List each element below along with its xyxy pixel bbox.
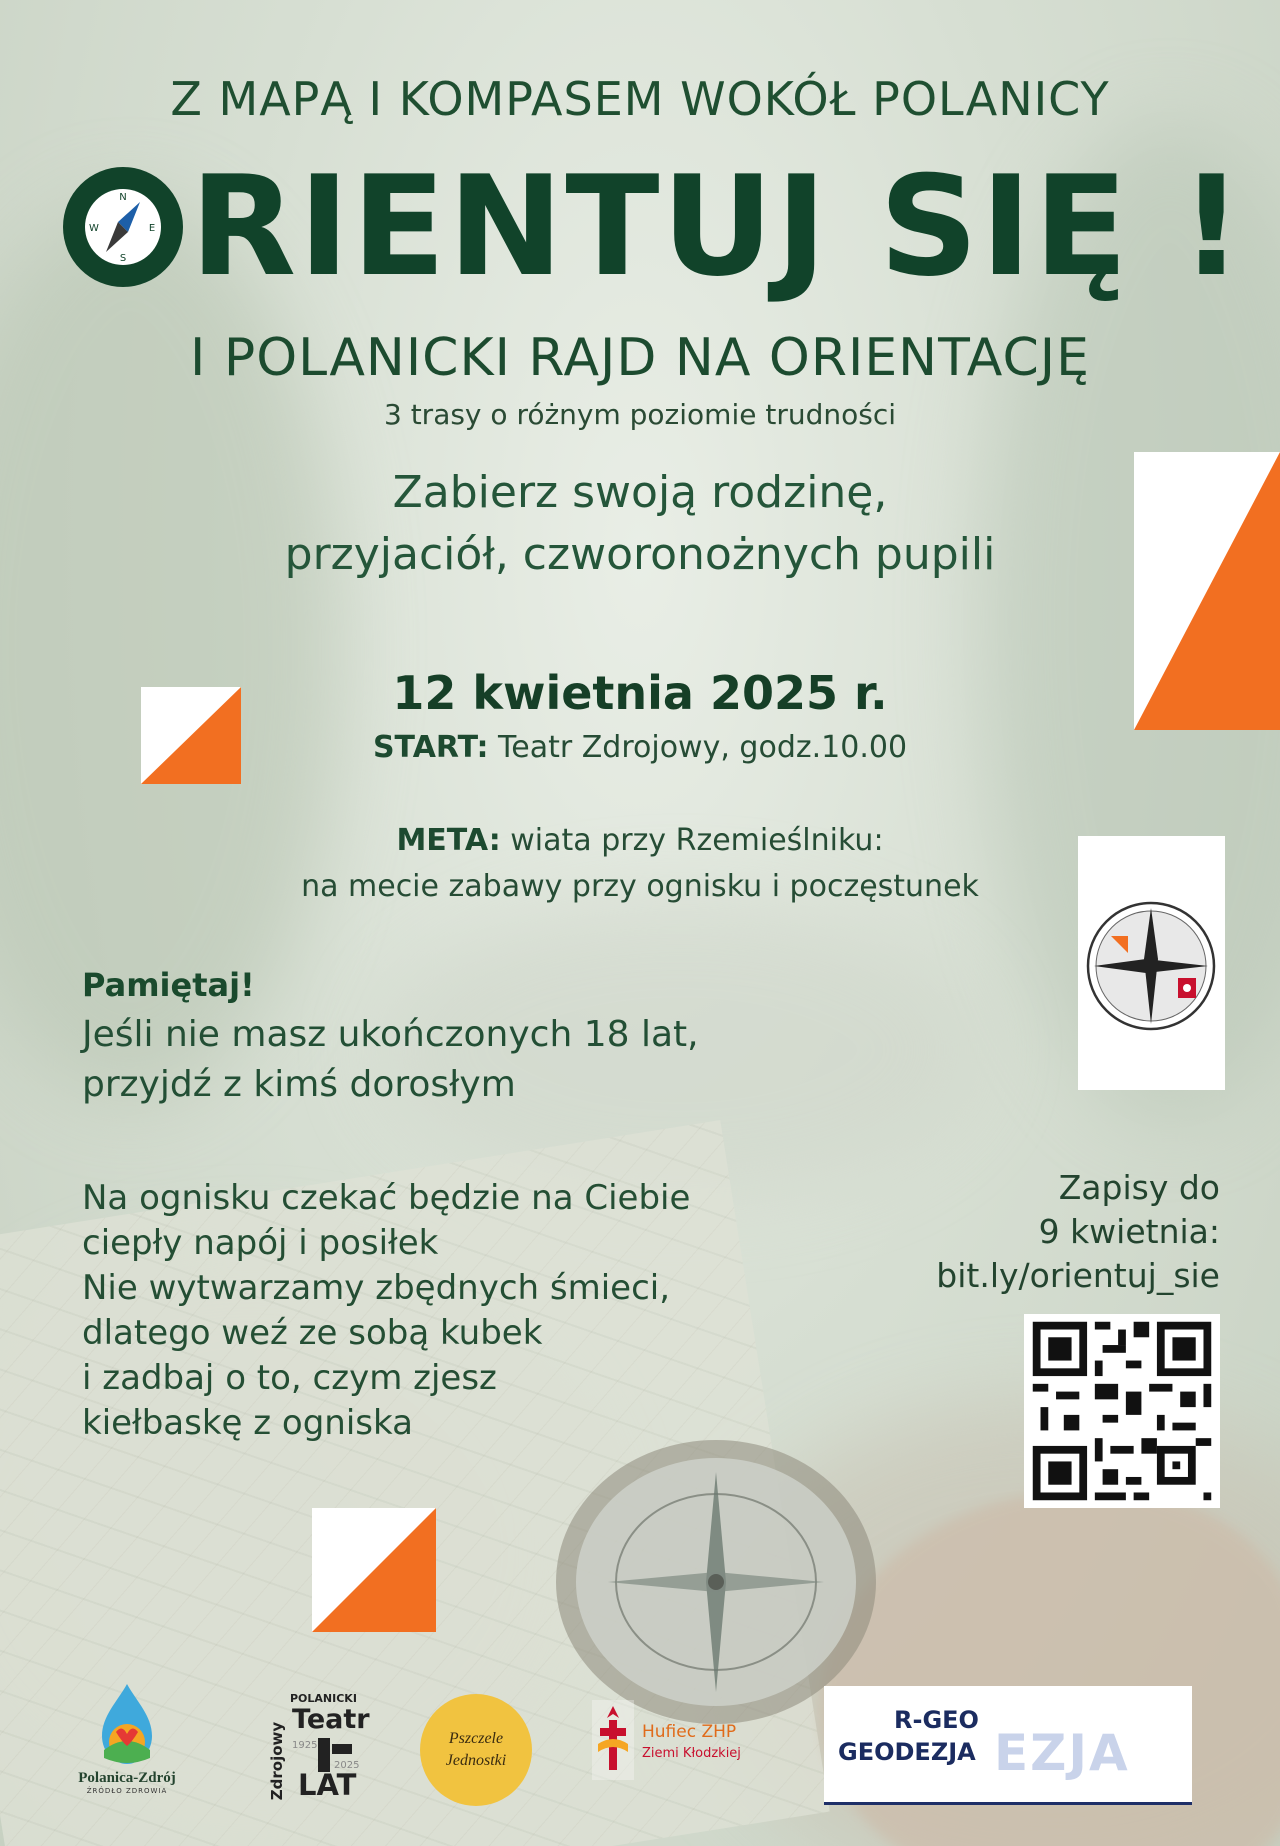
start-value: Teatr Zdrojowy, godz.10.00 [498, 730, 908, 765]
teatr-year-2: 2025 [334, 1760, 360, 1771]
qr-code-icon [1024, 1314, 1220, 1508]
meta-line-2: na mecie zabawy przy ognisku i poczęstunek [301, 869, 979, 904]
pszczele-line-2: Jednostki [445, 1752, 507, 1769]
poster-subtitle: Z MAPĄ I KOMPASEM WOKÓŁ POLANICY [170, 72, 1110, 126]
water-drop-icon [62, 1680, 192, 1768]
bonfire-line: ciepły napój i posiłek [82, 1223, 439, 1263]
qr-code[interactable] [1024, 1314, 1220, 1508]
rgeo-line-1: R-GEO [894, 1706, 979, 1734]
invite-line-2: przyjaciół, czworonożnych pupili [284, 529, 996, 580]
meta-value: wiata przy Rzemieślniku: [510, 823, 884, 858]
signup-line-2: 9 kwietnia: [1038, 1212, 1220, 1251]
teatr-top: POLANICKI [290, 1692, 357, 1705]
event-date: 12 kwietnia 2025 r. [392, 666, 888, 720]
orienteering-flag-icon [312, 1508, 436, 1632]
compass-letter-e: E [148, 223, 156, 234]
teatr-year-1: 1925 [292, 1740, 318, 1751]
signup-line-1: Zapisy do [1058, 1168, 1220, 1207]
polanica-tagline: ŹRÓDŁO ZDROWIA [86, 1787, 168, 1795]
signup-info [880, 1166, 1220, 1298]
bonfire-info [82, 1176, 802, 1446]
polanica-name: Polanica-Zdrój [78, 1770, 176, 1786]
remember-line-1: Jeśli nie masz ukończonych 18 lat, [82, 1014, 699, 1055]
teatr-zdrojowy-logo [268, 1692, 380, 1812]
remember-block [82, 960, 882, 1110]
event-name: I POLANICKI RAJD NA ORIENTACJĘ [190, 328, 1090, 388]
remember-line-2: przyjdź z kimś dorosłym [82, 1064, 516, 1105]
compass-icon [60, 164, 186, 290]
hufiec-zhp-logo [592, 1700, 772, 1780]
signup-link[interactable]: bit.ly/orientuj_sie [936, 1256, 1220, 1295]
orienteering-flag-icon [1134, 452, 1280, 730]
teatr-side: Zdrojowy [268, 1721, 287, 1801]
pszczele-line-1: Pszczele [448, 1730, 504, 1747]
pszczele-jednostki-logo [420, 1694, 532, 1806]
rgeo-line-2: GEODEZJA [838, 1738, 976, 1766]
bonfire-line: Nie wytwarzamy zbędnych śmieci, [82, 1268, 671, 1308]
teatr-main: Teatr [292, 1704, 370, 1735]
compass-letter-s: S [119, 253, 127, 264]
orienteering-flag-icon [141, 687, 241, 784]
routes-info: 3 trasy o różnym poziomie trudności [383, 398, 896, 431]
remember-heading: Pamiętaj! [82, 966, 255, 1004]
bonfire-line: dlatego weź ze sobą kubek [82, 1313, 543, 1353]
finish-info [220, 818, 1060, 910]
teatr-lat: LAT [298, 1768, 357, 1802]
hufiec-line-2: Ziemi Kłodzkiej [642, 1746, 741, 1761]
hufiec-line-1: Hufiec ZHP [642, 1722, 737, 1742]
compass-letter-w: W [89, 223, 99, 234]
compass-letter-n: N [119, 192, 127, 203]
poster-title [60, 146, 1245, 307]
meta-label: META: [396, 823, 501, 858]
invite-text [180, 462, 1100, 586]
title-text: RIENTUJ SIĘ ! [190, 146, 1245, 307]
zhp-cross-icon [592, 1700, 634, 1780]
bonfire-line: kiełbaskę z ogniska [82, 1403, 413, 1443]
start-label: START: [372, 730, 489, 765]
polanica-zdroj-logo [62, 1680, 192, 1810]
invite-line-1: Zabierz swoją rodzinę, [392, 467, 888, 518]
r-geo-geodezja-logo [824, 1686, 1192, 1805]
rgeo-watermark: EZJA [994, 1724, 1130, 1782]
compass-rose-icon [1078, 836, 1225, 1090]
bonfire-line: Na ognisku czekać będzie na Ciebie [82, 1178, 691, 1218]
event-badge [1078, 836, 1225, 1090]
bonfire-line: i zadbaj o to, czym zjesz [82, 1358, 497, 1398]
